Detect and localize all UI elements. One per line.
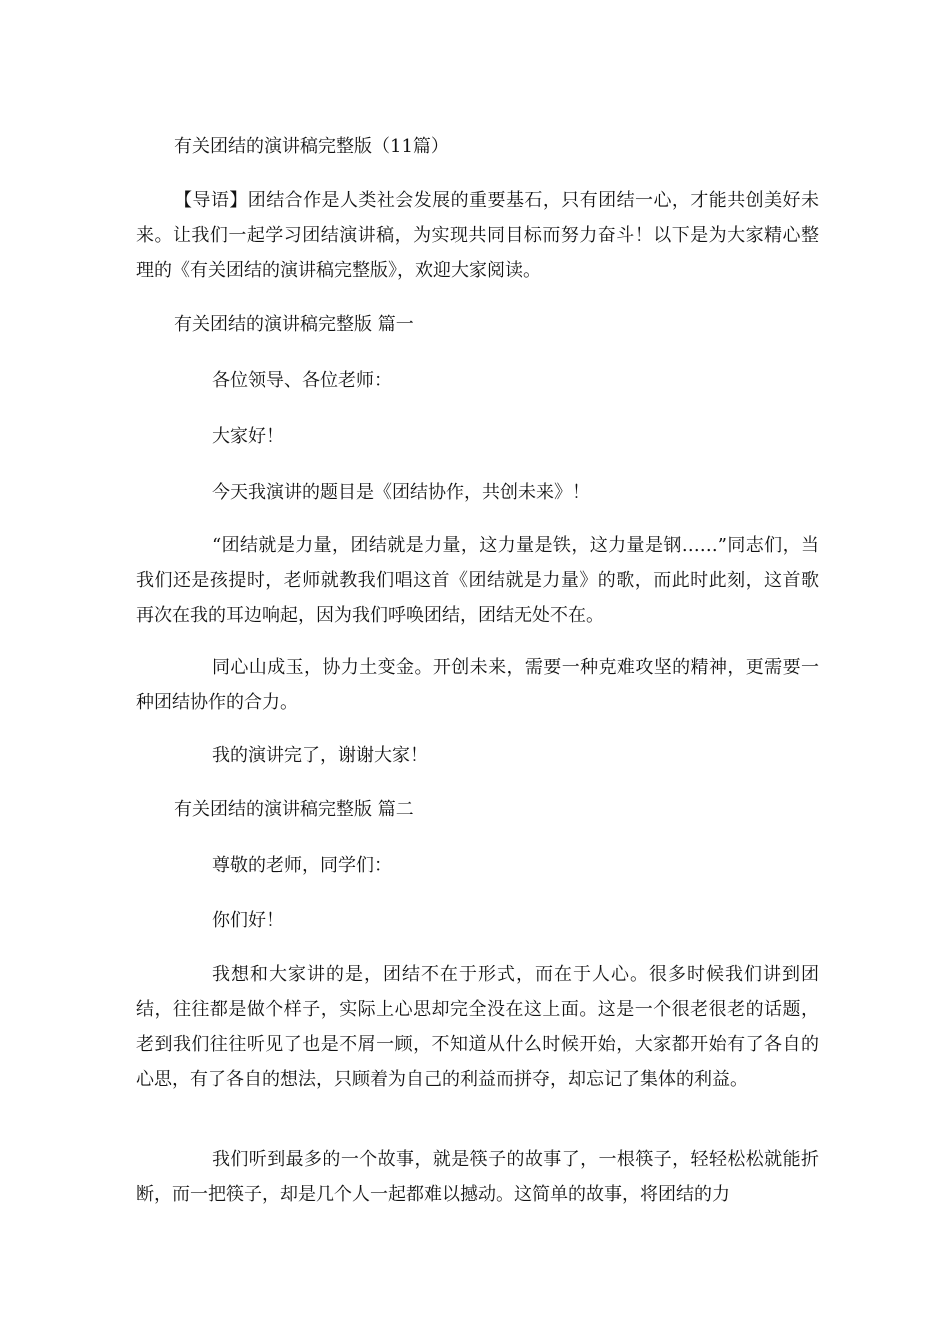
greeting-1: 大家好！ [212, 426, 284, 447]
salutation-2: 尊敬的老师，同学们： [212, 855, 392, 876]
section1-paragraph-1: “团结就是力量，团结就是力量，这力量是铁，这力量是钢……”同志们，当我们还是孩提时，老师就教我们唱这首《团结就是力量》的歌，而此时此刻，这首歌再次在我的耳边响起，因为我们呼唤团结，团结无处不在。 [136, 535, 819, 626]
section-heading-2: 有关团结的演讲稿完整版 篇二 [174, 799, 414, 820]
salutation-1: 各位领导、各位老师： [212, 370, 392, 391]
section2-paragraph-2: 我们听到最多的一个故事，就是筷子的故事了，一根筷子，轻轻松松就能折断，而一把筷子，却是几个人一起都难以撼动。这简单的故事，将团结的力 [136, 1149, 819, 1205]
intro-paragraph: 【导语】团结合作是人类社会发展的重要基石，只有团结一心，才能共创美好未来。让我们一起学习团结演讲稿，为实现共同目标而努力奋斗！以下是为大家精心整理的《有关团结的演讲稿完整版》，欢迎大家阅读。 [136, 190, 819, 281]
section-heading-1: 有关团结的演讲稿完整版 篇一 [174, 314, 414, 335]
section2-paragraph-1: 我想和大家讲的是，团结不在于形式，而在于人心。很多时候我们讲到团结，往往都是做个样子，实际上心思却完全没在这上面。这是一个很老很老的话题，老到我们往往听见了也是不屑一顾，不知道从什么时候开始，大家都开始有了各自的心思，有了各自的想法，只顾着为自己的利益而拼夺，却忘记了集体的利益。 [136, 964, 819, 1090]
document-title: 有关团结的演讲稿完整版（11篇） [174, 136, 449, 157]
greeting-2: 你们好！ [212, 910, 284, 931]
closing-1: 我的演讲完了，谢谢大家！ [212, 745, 428, 766]
speech-topic: 今天我演讲的题目是《团结协作，共创未来》！ [212, 482, 590, 503]
section1-paragraph-2: 同心山成玉，协力土变金。开创未来，需要一种克难攻坚的精神，更需要一种团结协作的合力。 [136, 657, 819, 713]
